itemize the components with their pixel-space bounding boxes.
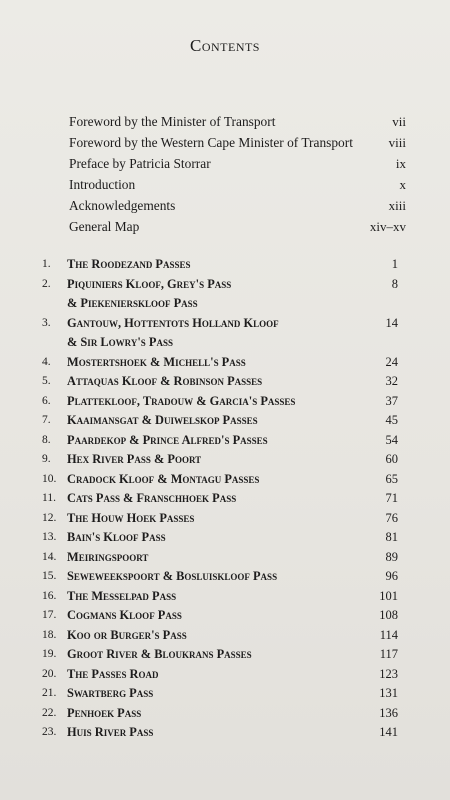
chapter-entry: [42, 684, 398, 704]
chapter-page: 45: [385, 413, 398, 427]
chapter-entry: [42, 548, 398, 568]
chapter-title: [67, 606, 348, 626]
chapter-entry: [42, 645, 398, 665]
chapter-entry: [42, 723, 398, 743]
chapter-page: 54: [385, 432, 398, 447]
chapter-list: [42, 255, 398, 743]
chapter-page: 71: [385, 491, 398, 505]
chapter-title: [67, 431, 348, 451]
chapter-entry: [42, 665, 398, 685]
chapter-number: 8.: [42, 433, 51, 446]
chapter-title: [67, 255, 348, 275]
chapter-title-line: Koo or Burger's Pass: [67, 627, 187, 642]
chapter-title-line: Groot River & Bloukrans Passes: [67, 647, 252, 661]
chapter-title: [67, 684, 348, 704]
chapter-title: [67, 645, 348, 665]
chapter-page: 96: [385, 569, 398, 583]
chapter-number: 18.: [42, 628, 57, 641]
chapter-title-line: Piquiniers Kloof, Grey's Pass: [67, 276, 232, 291]
chapter-number: 3.: [42, 316, 51, 329]
chapter-title-line: Cogmans Kloof Pass: [67, 608, 182, 622]
chapter-page: 76: [385, 510, 398, 525]
chapter-entry: [42, 431, 398, 451]
chapter-title-line: Mostertshoek & Michell's Pass: [67, 354, 246, 369]
chapter-number: 10.: [42, 472, 57, 485]
chapter-entry: [42, 587, 398, 607]
chapter-number: 17.: [42, 609, 57, 621]
chapter-title-line: Huis River Pass: [67, 725, 154, 739]
chapter-title: [67, 528, 348, 548]
chapter-page: 108: [379, 608, 398, 622]
chapter-title: [67, 548, 348, 568]
chapter-title: [67, 489, 348, 509]
chapter-title-line: Plattekloof, Tradouw & Garcia's Passes: [67, 393, 296, 408]
chapter-title: [67, 567, 348, 587]
chapter-entry: [42, 372, 398, 392]
chapter-page: 32: [385, 374, 398, 388]
chapter-number: 7.: [42, 414, 51, 426]
chapter-title-line: The Houw Hoek Passes: [67, 510, 195, 525]
chapter-title: [67, 587, 348, 607]
front-matter-page: x: [399, 177, 406, 192]
chapter-page: 136: [379, 705, 398, 720]
chapter-entry: [42, 704, 398, 724]
front-matter-item: [69, 135, 406, 156]
chapter-page: 60: [385, 452, 398, 466]
chapter-title: [67, 470, 348, 490]
chapter-title-line: Attaquas Kloof & Robinson Passes: [67, 374, 263, 388]
chapter-title: [67, 353, 348, 373]
chapter-title: [67, 392, 348, 412]
chapter-entry: [42, 450, 398, 470]
chapter-page: 101: [379, 588, 398, 603]
chapter-title: [67, 372, 348, 392]
chapter-title-line: Meiringspoort: [67, 549, 149, 564]
front-matter-item: [69, 219, 406, 240]
front-matter-label: Introduction: [69, 177, 136, 192]
chapter-number: 14.: [42, 550, 57, 563]
chapter-page: 89: [385, 549, 398, 564]
front-matter-item: [69, 177, 406, 198]
page-title: Contents: [189, 36, 260, 55]
chapter-page: 1: [391, 257, 398, 271]
chapter-page: 8: [391, 276, 398, 291]
front-matter-page: vii: [392, 114, 406, 129]
chapter-title-line: Gantouw, Hottentots Holland Kloof: [67, 315, 279, 330]
chapter-page: 141: [379, 725, 398, 739]
chapter-number: 2.: [42, 277, 51, 290]
chapter-entry: [42, 606, 398, 626]
chapter-entry: [42, 509, 398, 529]
front-matter-page: ix: [395, 156, 406, 171]
front-matter-page: xiv–xv: [369, 219, 406, 234]
chapter-entry: [42, 489, 398, 509]
chapter-number: 11.: [42, 492, 56, 504]
chapter-title: [67, 626, 348, 646]
chapter-number: 9.: [42, 453, 51, 465]
chapter-title-line: Penhoek Pass: [67, 705, 142, 720]
chapter-title: [67, 275, 348, 314]
chapter-entry: [42, 275, 398, 314]
chapter-number: 5.: [42, 375, 51, 387]
chapter-entry: [42, 411, 398, 431]
chapter-title: [67, 411, 348, 431]
chapter-entry: [42, 314, 398, 353]
chapter-title-line: The Messelpad Pass: [67, 588, 177, 603]
front-matter-label: Foreword by the Western Cape Minister of Transport: [69, 135, 353, 150]
chapter-number: 20.: [42, 667, 57, 680]
chapter-title: [67, 704, 348, 724]
front-matter-label: Preface by Patricia Storrar: [69, 156, 211, 171]
front-matter-label: Foreword by the Minister of Transport: [69, 114, 276, 129]
chapter-title-line: Hex River Pass & Poort: [67, 452, 202, 466]
chapter-title-line: Cats Pass & Franschhoek Pass: [67, 491, 237, 505]
chapter-number: 1.: [42, 258, 51, 270]
chapter-entry: [42, 353, 398, 373]
chapter-title-line: Paardekop & Prince Alfred's Passes: [67, 432, 268, 447]
chapter-title-line: The Passes Road: [67, 666, 159, 681]
front-matter-page: xiii: [388, 198, 406, 213]
chapter-number: 22.: [42, 706, 57, 719]
chapter-title-line: Seweweekspoort & Bosluiskloof Pass: [67, 569, 278, 583]
chapter-title-line: Cradock Kloof & Montagu Passes: [67, 471, 260, 486]
chapter-number: 23.: [42, 726, 57, 738]
chapter-title: [67, 509, 348, 529]
chapter-title-line: The Roodezand Passes: [67, 257, 191, 271]
chapter-page: 14: [385, 315, 398, 330]
front-matter-item: [69, 156, 406, 177]
front-matter-item: [69, 198, 406, 219]
front-matter-item: [69, 114, 406, 135]
chapter-page: 117: [379, 647, 398, 661]
chapter-page: 65: [385, 471, 398, 486]
chapter-number: 6.: [42, 394, 51, 407]
chapter-number: 19.: [42, 648, 57, 660]
chapter-number: 13.: [42, 531, 57, 543]
chapter-title-line: Bain's Kloof Pass: [67, 530, 166, 544]
chapter-title: [67, 665, 348, 685]
chapter-number: 15.: [42, 570, 57, 582]
chapter-number: 12.: [42, 511, 57, 524]
chapter-entry: [42, 528, 398, 548]
chapter-title-line-2: & Sir Lowry's Pass: [67, 335, 173, 349]
chapter-page: 81: [385, 530, 398, 544]
front-matter-label: Acknowledgements: [69, 198, 176, 213]
chapter-page: 123: [379, 666, 398, 681]
chapter-page: 131: [379, 686, 398, 700]
chapter-page: 37: [385, 393, 398, 408]
front-matter-list: [69, 114, 406, 240]
chapter-entry: [42, 567, 398, 587]
chapter-number: 16.: [42, 589, 57, 602]
chapter-title: [67, 723, 348, 743]
chapter-title-line: Kaaimansgat & Duiwelskop Passes: [67, 413, 258, 427]
chapter-title-line-2: & Piekenierskloof Pass: [67, 296, 198, 310]
chapter-title: [67, 450, 348, 470]
chapter-title: [67, 314, 348, 353]
chapter-title-line: Swartberg Pass: [67, 686, 154, 700]
chapter-entry: [42, 470, 398, 490]
front-matter-page: viii: [388, 135, 406, 150]
chapter-page: 114: [379, 627, 398, 642]
chapter-page: 24: [385, 354, 398, 369]
chapter-number: 4.: [42, 355, 51, 368]
chapter-entry: [42, 255, 398, 275]
chapter-entry: [42, 626, 398, 646]
chapter-entry: [42, 392, 398, 412]
chapter-number: 21.: [42, 687, 57, 699]
front-matter-label: General Map: [69, 219, 140, 234]
